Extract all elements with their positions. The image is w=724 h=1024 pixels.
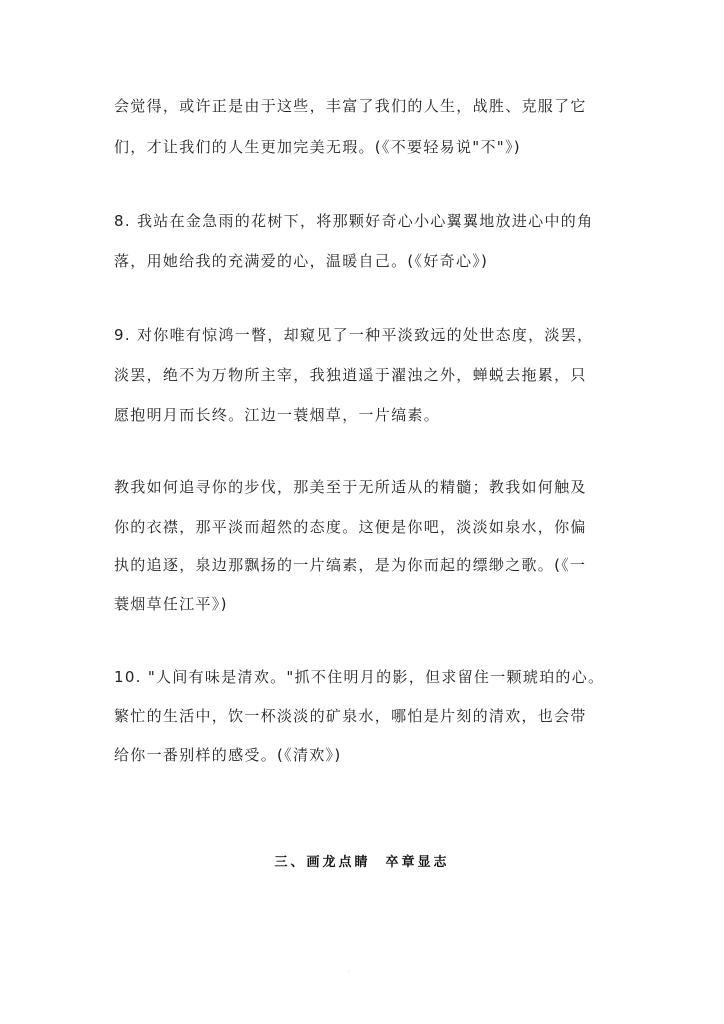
text-line: 们，才让我们的人生更加完美无瑕。(《不要轻易说"不"》): [114, 138, 521, 156]
text-line: 8. 我站在金急雨的花树下，将那颗好奇心小心翼翼地放进心中的角: [114, 212, 594, 230]
watermark-mark: ·: [346, 964, 352, 980]
text-line: 愿抱明月而长终。江边一蓑烟草，一片缟素。: [114, 406, 441, 424]
text-line: 蓑烟草任江平》): [114, 595, 228, 613]
text-line: 繁忙的生活中，饮一杯淡淡的矿泉水，哪怕是片刻的清欢，也会带: [114, 707, 587, 725]
text-line: 教我如何追寻你的步伐，那美至于无所适从的精髓；教我如何触及: [114, 478, 587, 496]
text-line: 10. "人间有味是清欢。"抓不住明月的影，但求留住一颗琥珀的心。: [114, 668, 605, 686]
text-line: 给你一番别样的感受。(《清欢》): [114, 746, 342, 764]
text-line: 你的衣襟，那平淡而超然的态度。这便是你吧，淡淡如泉水，你偏: [114, 518, 587, 536]
text-line: 落，用她给我的充满爱的心，温暖自己。(《好奇心》): [114, 252, 489, 270]
text-line: 执的追逐，泉边那飘扬的一片缟素，是为你而起的缥缈之歌。(《一: [114, 556, 587, 574]
text-line: 9. 对你唯有惊鸿一瞥，却窥见了一种平淡致远的处世态度，淡罢，: [114, 326, 594, 344]
section-heading: 三、画龙点睛 卒章显志: [274, 855, 450, 870]
text-line: 淡罢，绝不为万物所主宰，我独逍遥于濯浊之外，蝉蜕去拖累，只: [114, 366, 587, 384]
text-line: 会觉得，或许正是由于这些，丰富了我们的人生，战胜、克服了它: [114, 97, 587, 115]
